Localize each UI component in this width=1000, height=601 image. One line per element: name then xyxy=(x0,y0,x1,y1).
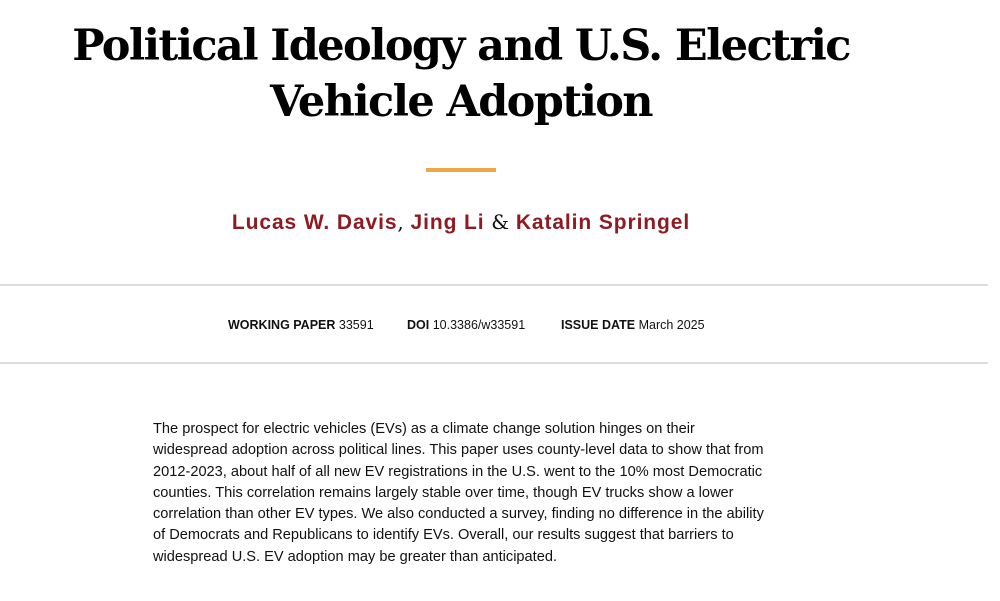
working-paper-number: 33591 xyxy=(338,318,374,332)
author-separator: , xyxy=(397,210,404,234)
abstract-text: The prospect for electric vehicles (EVs) as a climate change solution hinges on their widespread adoption across political lines. This paper uses county-level data to show that from 2012-2023, about half of all new EV registrations in the U.S. went to the 10% most Democratic counties. This correlation remains largely stable over time, though EV trucks show a lower correlation than other EV types. We also conducted a survey, finding no difference in the ability of Democrats and Republicans to identify EVs. Overall, our results suggest that barriers to widespread U.S. EV adoption may be greater than anticipated. xyxy=(153,421,764,565)
issue-date-value: March 2025 xyxy=(638,318,705,332)
metadata-bottom-divider xyxy=(0,362,988,364)
metadata-top-divider xyxy=(0,284,988,286)
issue-date-meta xyxy=(561,317,705,333)
author-list xyxy=(0,208,922,237)
doi-meta xyxy=(407,317,525,333)
doi-label: DOI xyxy=(407,318,430,332)
working-paper-meta xyxy=(228,317,374,333)
author-separator: & xyxy=(491,210,510,234)
issue-date-label: ISSUE DATE xyxy=(561,318,636,332)
paper-title: Political Ideology and U.S. Electric Vehicle Adoption xyxy=(72,21,850,127)
author-link-li[interactable]: Jing Li xyxy=(410,211,485,234)
author-link-springel[interactable]: Katalin Springel xyxy=(515,211,691,234)
author-link-davis[interactable]: Lucas W. Davis xyxy=(231,211,398,234)
title-accent-rule xyxy=(426,168,496,172)
working-paper-label: WORKING PAPER xyxy=(228,318,336,332)
doi-value: 10.3386/w33591 xyxy=(432,318,526,332)
